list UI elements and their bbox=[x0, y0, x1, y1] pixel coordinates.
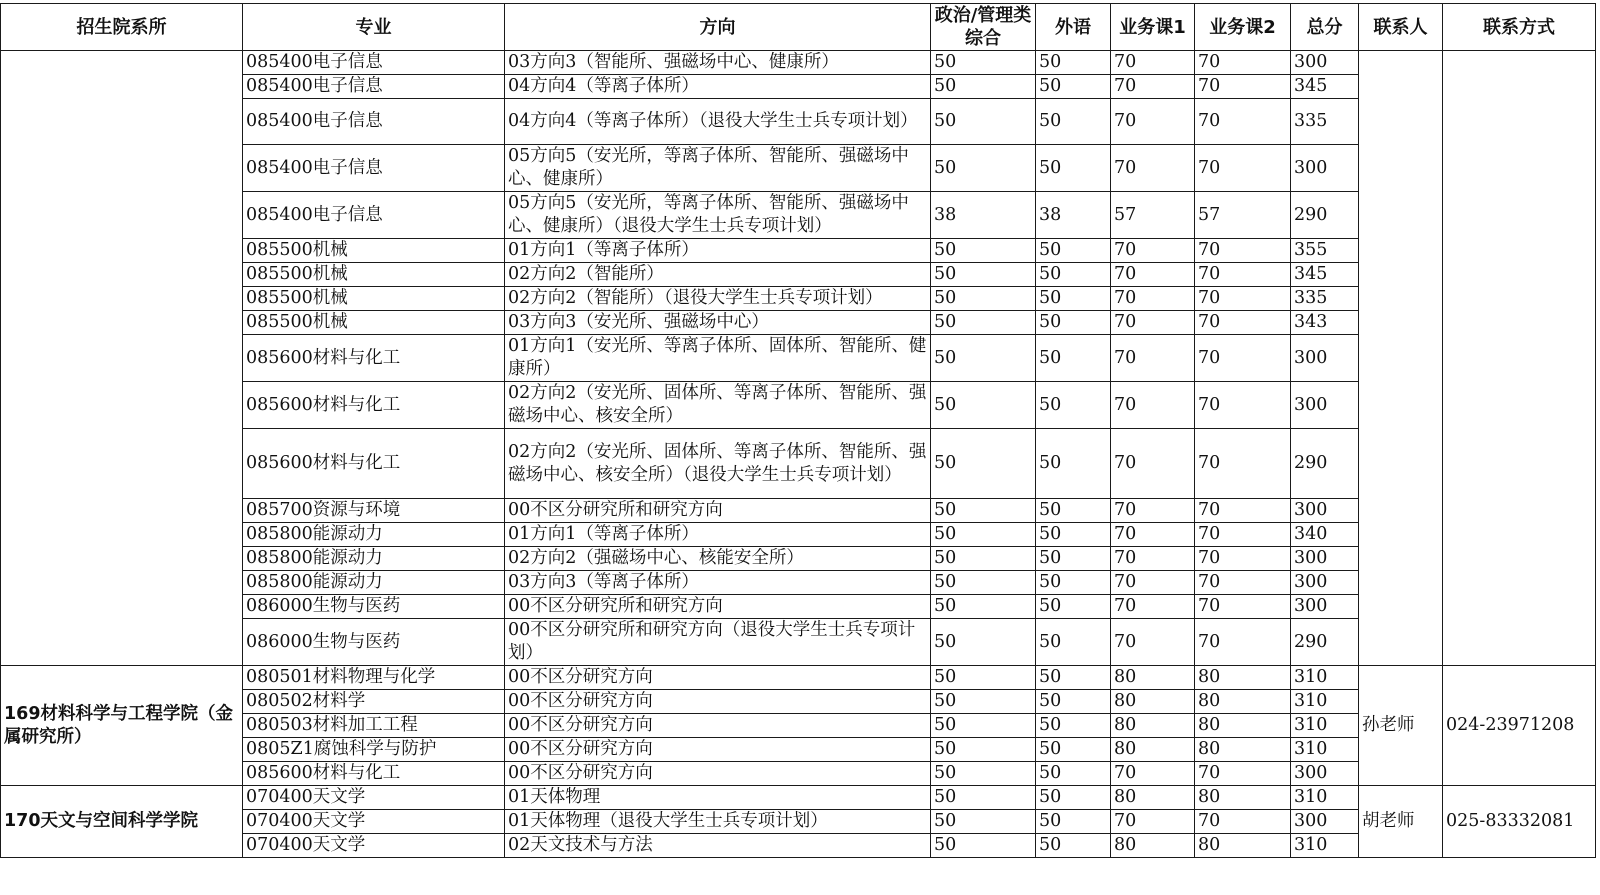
total-score: 290 bbox=[1291, 192, 1359, 239]
foreign-score: 50 bbox=[1036, 75, 1111, 99]
major-cell: 085400电子信息 bbox=[243, 99, 505, 145]
foreign-score: 50 bbox=[1036, 51, 1111, 75]
foreign-score: 50 bbox=[1036, 571, 1111, 595]
total-score: 335 bbox=[1291, 99, 1359, 145]
total-score: 300 bbox=[1291, 595, 1359, 619]
course2-score: 70 bbox=[1195, 810, 1291, 834]
course2-score: 70 bbox=[1195, 263, 1291, 287]
course2-score: 57 bbox=[1195, 192, 1291, 239]
major-cell: 085400电子信息 bbox=[243, 145, 505, 192]
course2-score: 70 bbox=[1195, 287, 1291, 311]
direction-cell: 01天体物理（退役大学生士兵专项计划） bbox=[505, 810, 931, 834]
course2-score: 70 bbox=[1195, 51, 1291, 75]
politics-score: 50 bbox=[931, 738, 1036, 762]
contact-phone-170: 025-83332081 bbox=[1443, 786, 1596, 858]
course1-score: 80 bbox=[1111, 834, 1195, 858]
total-score: 345 bbox=[1291, 75, 1359, 99]
major-cell: 085400电子信息 bbox=[243, 75, 505, 99]
header-politics: 政治/管理类综合 bbox=[931, 4, 1036, 51]
total-score: 300 bbox=[1291, 547, 1359, 571]
major-cell: 085800能源动力 bbox=[243, 547, 505, 571]
politics-score: 50 bbox=[931, 786, 1036, 810]
foreign-score: 50 bbox=[1036, 547, 1111, 571]
course1-score: 70 bbox=[1111, 429, 1195, 499]
course1-score: 70 bbox=[1111, 75, 1195, 99]
course2-score: 70 bbox=[1195, 311, 1291, 335]
politics-score: 50 bbox=[931, 145, 1036, 192]
foreign-score: 50 bbox=[1036, 287, 1111, 311]
politics-score: 50 bbox=[931, 99, 1036, 145]
direction-cell: 00不区分研究方向 bbox=[505, 714, 931, 738]
total-score: 300 bbox=[1291, 51, 1359, 75]
direction-cell: 05方向5（安光所，等离子体所、智能所、强磁场中心、健康所）（退役大学生士兵专项计划） bbox=[505, 192, 931, 239]
politics-score: 50 bbox=[931, 311, 1036, 335]
header-major: 专业 bbox=[243, 4, 505, 51]
college-cell-continued bbox=[1, 51, 243, 666]
course1-score: 70 bbox=[1111, 99, 1195, 145]
foreign-score: 50 bbox=[1036, 666, 1111, 690]
major-cell: 085500机械 bbox=[243, 263, 505, 287]
course1-score: 70 bbox=[1111, 571, 1195, 595]
course2-score: 80 bbox=[1195, 666, 1291, 690]
header-college: 招生院系所 bbox=[1, 4, 243, 51]
course2-score: 70 bbox=[1195, 523, 1291, 547]
foreign-score: 50 bbox=[1036, 263, 1111, 287]
foreign-score: 50 bbox=[1036, 429, 1111, 499]
total-score: 300 bbox=[1291, 571, 1359, 595]
major-cell: 070400天文学 bbox=[243, 810, 505, 834]
major-cell: 085500机械 bbox=[243, 287, 505, 311]
total-score: 310 bbox=[1291, 738, 1359, 762]
header-row bbox=[1, 4, 1596, 51]
politics-score: 50 bbox=[931, 547, 1036, 571]
foreign-score: 50 bbox=[1036, 595, 1111, 619]
politics-score: 50 bbox=[931, 619, 1036, 666]
major-cell: 0805Z1腐蚀科学与防护 bbox=[243, 738, 505, 762]
foreign-score: 50 bbox=[1036, 523, 1111, 547]
contact-cell-continued bbox=[1359, 51, 1443, 666]
total-score: 343 bbox=[1291, 311, 1359, 335]
course2-score: 70 bbox=[1195, 75, 1291, 99]
course1-score: 57 bbox=[1111, 192, 1195, 239]
direction-cell: 02方向2（强磁场中心、核能安全所） bbox=[505, 547, 931, 571]
major-cell: 085600材料与化工 bbox=[243, 382, 505, 429]
politics-score: 50 bbox=[931, 834, 1036, 858]
major-cell: 085800能源动力 bbox=[243, 571, 505, 595]
politics-score: 50 bbox=[931, 239, 1036, 263]
course2-score: 70 bbox=[1195, 239, 1291, 263]
direction-cell: 01方向1（等离子体所） bbox=[505, 239, 931, 263]
total-score: 345 bbox=[1291, 263, 1359, 287]
direction-cell: 02天文技术与方法 bbox=[505, 834, 931, 858]
direction-cell: 02方向2（智能所） bbox=[505, 263, 931, 287]
direction-cell: 00不区分研究方向 bbox=[505, 666, 931, 690]
politics-score: 50 bbox=[931, 382, 1036, 429]
course1-score: 70 bbox=[1111, 263, 1195, 287]
course2-score: 70 bbox=[1195, 499, 1291, 523]
direction-cell: 04方向4（等离子体所）（退役大学生士兵专项计划） bbox=[505, 99, 931, 145]
direction-cell: 00不区分研究所和研究方向 bbox=[505, 595, 931, 619]
direction-cell: 00不区分研究方向 bbox=[505, 738, 931, 762]
major-cell: 085400电子信息 bbox=[243, 192, 505, 239]
college-name-169: 169材料科学与工程学院（金属研究所） bbox=[1, 666, 243, 786]
course2-score: 80 bbox=[1195, 714, 1291, 738]
total-score: 300 bbox=[1291, 762, 1359, 786]
course2-score: 70 bbox=[1195, 145, 1291, 192]
course1-score: 80 bbox=[1111, 786, 1195, 810]
course1-score: 70 bbox=[1111, 311, 1195, 335]
course1-score: 70 bbox=[1111, 499, 1195, 523]
direction-cell: 01方向1（安光所、等离子体所、固体所、智能所、健康所） bbox=[505, 335, 931, 382]
course1-score: 80 bbox=[1111, 738, 1195, 762]
foreign-score: 50 bbox=[1036, 335, 1111, 382]
foreign-score: 38 bbox=[1036, 192, 1111, 239]
foreign-score: 50 bbox=[1036, 99, 1111, 145]
table-row bbox=[1, 666, 1596, 690]
major-cell: 085500机械 bbox=[243, 311, 505, 335]
direction-cell: 03方向3（智能所、强磁场中心、健康所） bbox=[505, 51, 931, 75]
direction-cell: 02方向2（安光所、固体所、等离子体所、智能所、强磁场中心、核安全所） bbox=[505, 382, 931, 429]
total-score: 310 bbox=[1291, 666, 1359, 690]
direction-cell: 00不区分研究方向 bbox=[505, 690, 931, 714]
politics-score: 50 bbox=[931, 523, 1036, 547]
politics-score: 50 bbox=[931, 666, 1036, 690]
politics-score: 50 bbox=[931, 571, 1036, 595]
table-row bbox=[1, 51, 1596, 75]
total-score: 300 bbox=[1291, 335, 1359, 382]
header-course2: 业务课2 bbox=[1195, 4, 1291, 51]
major-cell: 085600材料与化工 bbox=[243, 429, 505, 499]
course1-score: 80 bbox=[1111, 666, 1195, 690]
politics-score: 50 bbox=[931, 75, 1036, 99]
header-contact: 联系人 bbox=[1359, 4, 1443, 51]
total-score: 300 bbox=[1291, 145, 1359, 192]
course2-score: 70 bbox=[1195, 595, 1291, 619]
total-score: 355 bbox=[1291, 239, 1359, 263]
major-cell: 085800能源动力 bbox=[243, 523, 505, 547]
major-cell: 080503材料加工工程 bbox=[243, 714, 505, 738]
foreign-score: 50 bbox=[1036, 499, 1111, 523]
contact-phone-169: 024-23971208 bbox=[1443, 666, 1596, 786]
politics-score: 50 bbox=[931, 263, 1036, 287]
course1-score: 70 bbox=[1111, 382, 1195, 429]
foreign-score: 50 bbox=[1036, 810, 1111, 834]
total-score: 310 bbox=[1291, 690, 1359, 714]
header-phone: 联系方式 bbox=[1443, 4, 1596, 51]
total-score: 290 bbox=[1291, 429, 1359, 499]
course1-score: 70 bbox=[1111, 762, 1195, 786]
foreign-score: 50 bbox=[1036, 239, 1111, 263]
direction-cell: 00不区分研究方向 bbox=[505, 762, 931, 786]
contact-person-169: 孙老师 bbox=[1359, 666, 1443, 786]
direction-cell: 00不区分研究所和研究方向 bbox=[505, 499, 931, 523]
direction-cell: 04方向4（等离子体所） bbox=[505, 75, 931, 99]
course2-score: 70 bbox=[1195, 429, 1291, 499]
course2-score: 70 bbox=[1195, 547, 1291, 571]
major-cell: 086000生物与医药 bbox=[243, 619, 505, 666]
total-score: 310 bbox=[1291, 786, 1359, 810]
contact-person-170: 胡老师 bbox=[1359, 786, 1443, 858]
politics-score: 50 bbox=[931, 429, 1036, 499]
foreign-score: 50 bbox=[1036, 762, 1111, 786]
politics-score: 38 bbox=[931, 192, 1036, 239]
course1-score: 70 bbox=[1111, 619, 1195, 666]
major-cell: 085500机械 bbox=[243, 239, 505, 263]
college-name-170: 170天文与空间科学学院 bbox=[1, 786, 243, 858]
direction-cell: 02方向2（安光所、固体所、等离子体所、智能所、强磁场中心、核安全所）（退役大学生士兵专项计划） bbox=[505, 429, 931, 499]
major-cell: 080502材料学 bbox=[243, 690, 505, 714]
politics-score: 50 bbox=[931, 335, 1036, 382]
header-total: 总分 bbox=[1291, 4, 1359, 51]
course1-score: 70 bbox=[1111, 335, 1195, 382]
major-cell: 080501材料物理与化学 bbox=[243, 666, 505, 690]
politics-score: 50 bbox=[931, 51, 1036, 75]
course2-score: 70 bbox=[1195, 335, 1291, 382]
course1-score: 70 bbox=[1111, 145, 1195, 192]
total-score: 300 bbox=[1291, 810, 1359, 834]
score-table bbox=[0, 3, 1596, 858]
politics-score: 50 bbox=[931, 714, 1036, 738]
course2-score: 80 bbox=[1195, 786, 1291, 810]
foreign-score: 50 bbox=[1036, 714, 1111, 738]
course2-score: 70 bbox=[1195, 571, 1291, 595]
direction-cell: 00不区分研究所和研究方向（退役大学生士兵专项计划） bbox=[505, 619, 931, 666]
major-cell: 070400天文学 bbox=[243, 834, 505, 858]
major-cell: 085400电子信息 bbox=[243, 51, 505, 75]
course1-score: 80 bbox=[1111, 690, 1195, 714]
total-score: 310 bbox=[1291, 714, 1359, 738]
politics-score: 50 bbox=[931, 287, 1036, 311]
total-score: 310 bbox=[1291, 834, 1359, 858]
course2-score: 70 bbox=[1195, 619, 1291, 666]
politics-score: 50 bbox=[931, 499, 1036, 523]
direction-cell: 02方向2（智能所）（退役大学生士兵专项计划） bbox=[505, 287, 931, 311]
course2-score: 80 bbox=[1195, 738, 1291, 762]
foreign-score: 50 bbox=[1036, 690, 1111, 714]
total-score: 300 bbox=[1291, 382, 1359, 429]
course1-score: 70 bbox=[1111, 595, 1195, 619]
major-cell: 085600材料与化工 bbox=[243, 762, 505, 786]
course2-score: 80 bbox=[1195, 834, 1291, 858]
major-cell: 070400天文学 bbox=[243, 786, 505, 810]
course1-score: 70 bbox=[1111, 810, 1195, 834]
foreign-score: 50 bbox=[1036, 786, 1111, 810]
major-cell: 085700资源与环境 bbox=[243, 499, 505, 523]
foreign-score: 50 bbox=[1036, 619, 1111, 666]
course2-score: 70 bbox=[1195, 382, 1291, 429]
course1-score: 70 bbox=[1111, 547, 1195, 571]
course1-score: 70 bbox=[1111, 51, 1195, 75]
total-score: 290 bbox=[1291, 619, 1359, 666]
course1-score: 80 bbox=[1111, 714, 1195, 738]
politics-score: 50 bbox=[931, 762, 1036, 786]
direction-cell: 01方向1（等离子体所） bbox=[505, 523, 931, 547]
header-course1: 业务课1 bbox=[1111, 4, 1195, 51]
total-score: 300 bbox=[1291, 499, 1359, 523]
foreign-score: 50 bbox=[1036, 145, 1111, 192]
major-cell: 086000生物与医药 bbox=[243, 595, 505, 619]
course1-score: 70 bbox=[1111, 287, 1195, 311]
major-cell: 085600材料与化工 bbox=[243, 335, 505, 382]
foreign-score: 50 bbox=[1036, 382, 1111, 429]
course2-score: 70 bbox=[1195, 99, 1291, 145]
phone-cell-continued bbox=[1443, 51, 1596, 666]
course2-score: 80 bbox=[1195, 690, 1291, 714]
total-score: 340 bbox=[1291, 523, 1359, 547]
total-score: 335 bbox=[1291, 287, 1359, 311]
foreign-score: 50 bbox=[1036, 738, 1111, 762]
direction-cell: 03方向3（安光所、强磁场中心） bbox=[505, 311, 931, 335]
course1-score: 70 bbox=[1111, 239, 1195, 263]
politics-score: 50 bbox=[931, 690, 1036, 714]
direction-cell: 01天体物理 bbox=[505, 786, 931, 810]
course2-score: 70 bbox=[1195, 762, 1291, 786]
foreign-score: 50 bbox=[1036, 834, 1111, 858]
header-foreign-language: 外语 bbox=[1036, 4, 1111, 51]
direction-cell: 03方向3（等离子体所） bbox=[505, 571, 931, 595]
politics-score: 50 bbox=[931, 595, 1036, 619]
table-row bbox=[1, 786, 1596, 810]
course1-score: 70 bbox=[1111, 523, 1195, 547]
header-direction: 方向 bbox=[505, 4, 931, 51]
politics-score: 50 bbox=[931, 810, 1036, 834]
direction-cell: 05方向5（安光所，等离子体所、智能所、强磁场中心、健康所） bbox=[505, 145, 931, 192]
foreign-score: 50 bbox=[1036, 311, 1111, 335]
